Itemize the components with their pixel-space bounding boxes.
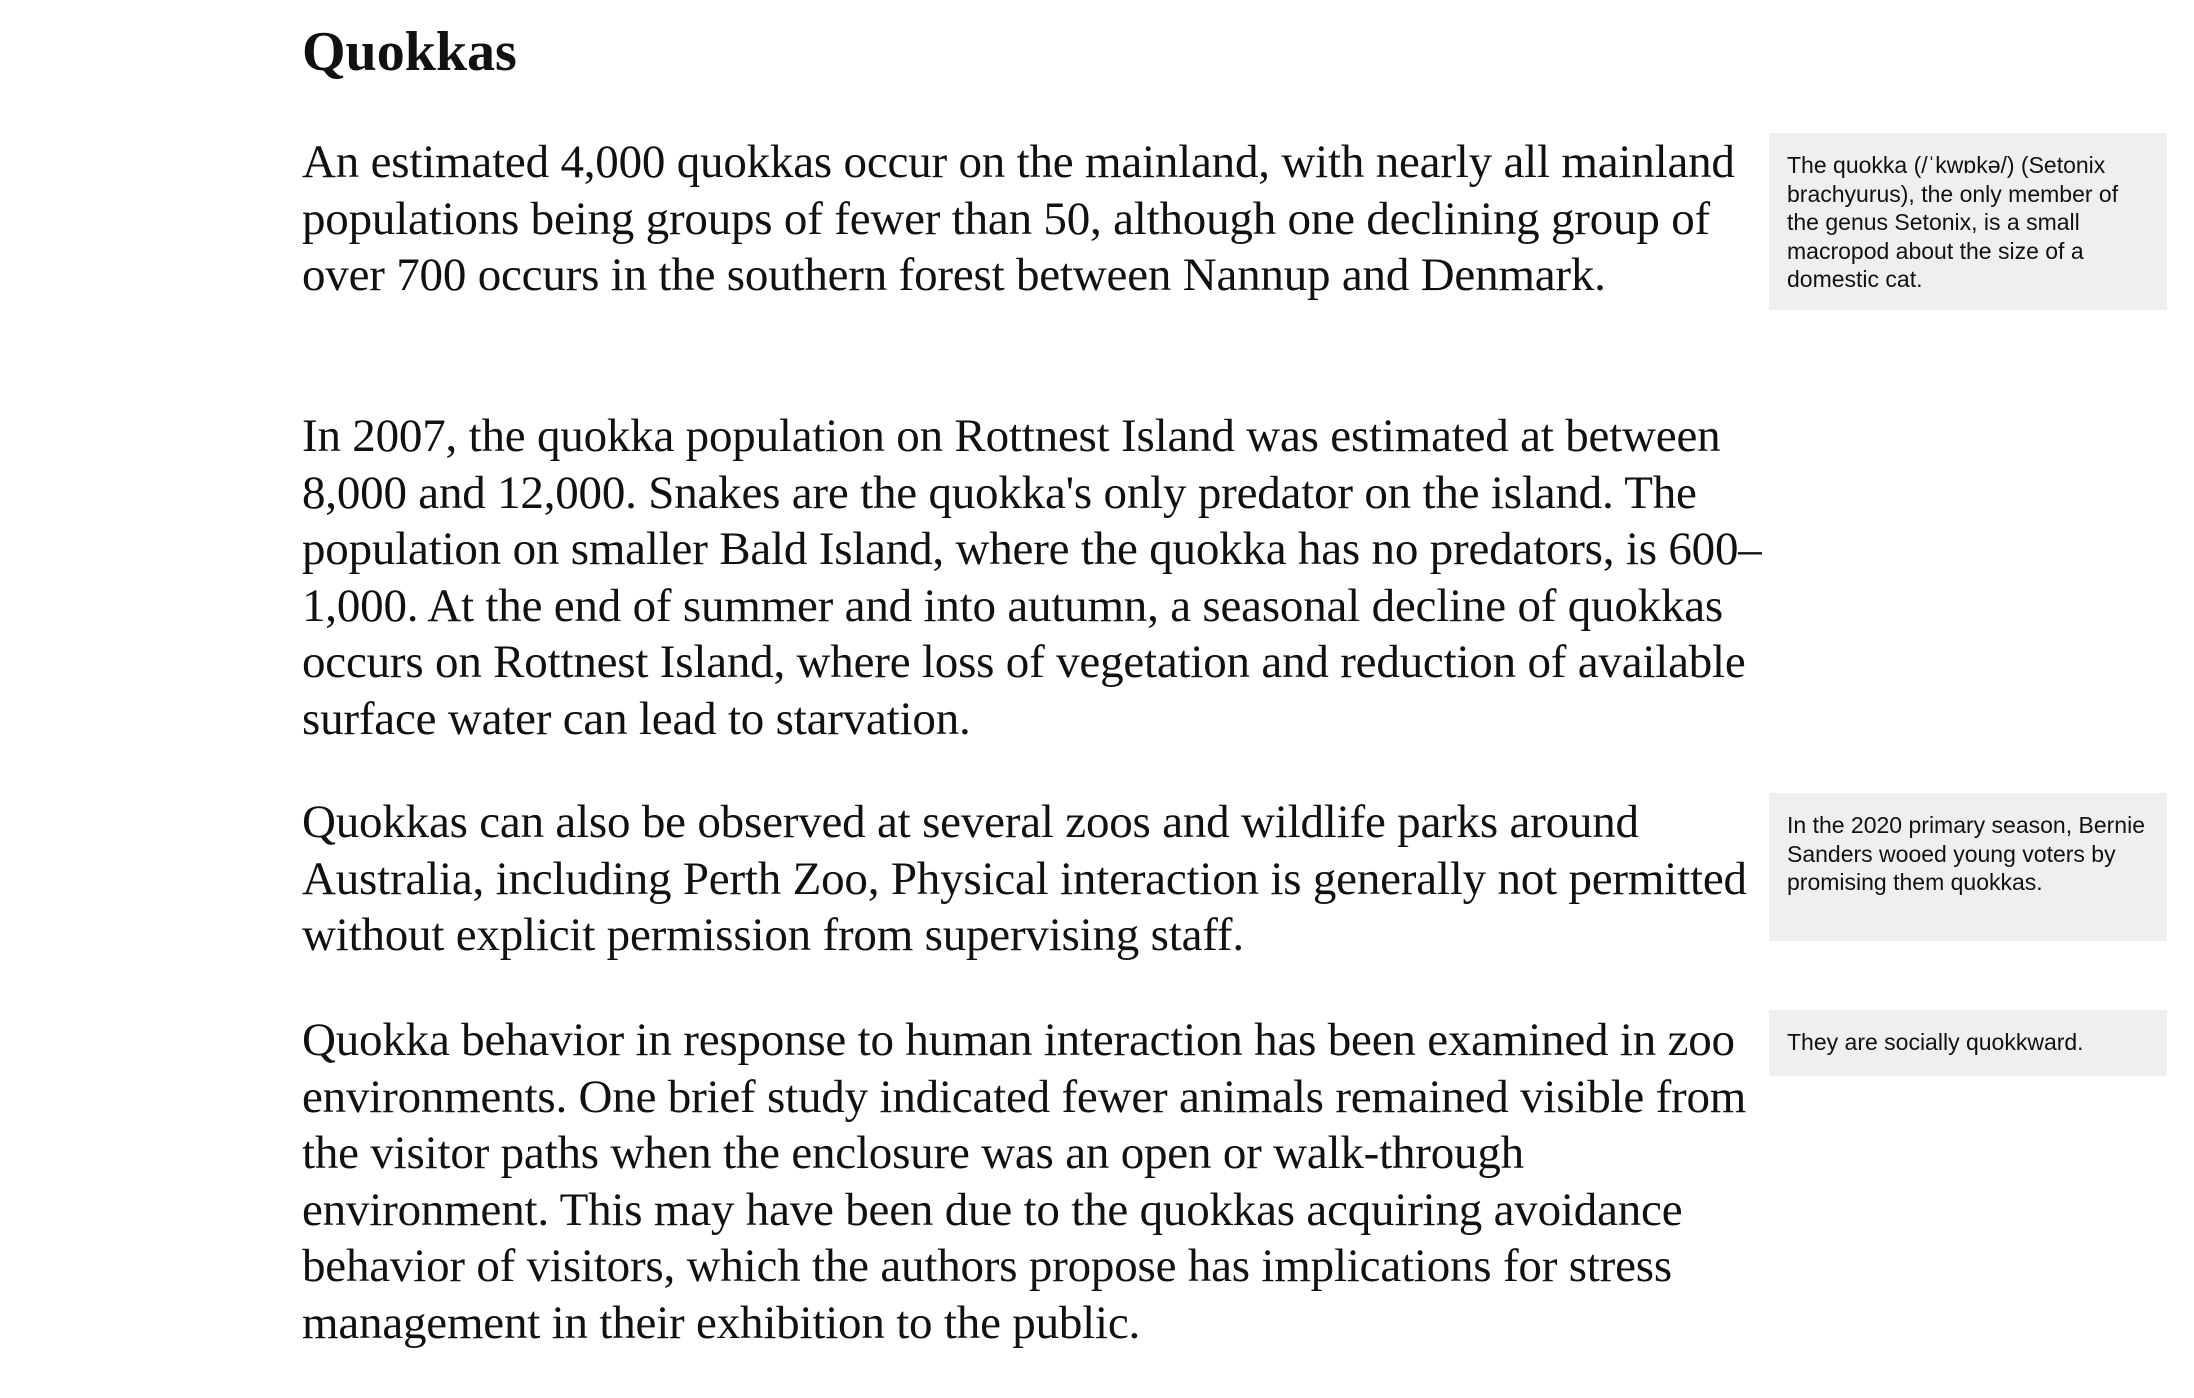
- sidenote-definition: The quokka (/ˈkwɒkə/) (Setonix brachyurus), the only member of the genus Setonix, is a small macropod about the size of a domestic cat.: [1769, 133, 2167, 310]
- paragraph-zoos: Quokkas can also be observed at several zoos and wildlife parks around Australia, including Perth Zoo, Physical interaction is generally not permitted without explicit permission from supervising staff.: [302, 796, 1747, 961]
- article: [302, 0, 1762, 83]
- sidenote-quokkward: They are socially quokkward.: [1769, 1010, 2167, 1076]
- sidenote-primary-season: In the 2020 primary season, Bernie Sanders wooed young voters by promising them quokkas.: [1769, 793, 2167, 941]
- paragraph-rottnest-population: In 2007, the quokka population on Rottnest Island was estimated at between 8,000 and 12,000. Snakes are the quokka's only predator on the island. The population on smaller Bald Island, where the quokka has no predators, is 600–1,000. At the end of summer and into autumn, a seasonal decline of quokkas occurs on Rottnest Island, where loss of vegetation and reduction of available surface water can lead to starvation.: [302, 410, 1762, 745]
- page-title: Quokkas: [302, 21, 517, 83]
- paragraph-mainland-population: An estimated 4,000 quokkas occur on the mainland, with nearly all mainland populations being groups of fewer than 50, although one declining group of over 700 occurs in the southern forest between Nannup and Denmark.: [302, 136, 1735, 301]
- paragraph-behavior: Quokka behavior in response to human interaction has been examined in zoo environments. One brief study indicated fewer animals remained visible from the visitor paths when the enclosure was an open or walk-through environment. This may have been due to the quokkas acquiring avoidance behavior of visitors, which the authors propose has implications for stress management in their exhibition to the public.: [302, 1014, 1747, 1349]
